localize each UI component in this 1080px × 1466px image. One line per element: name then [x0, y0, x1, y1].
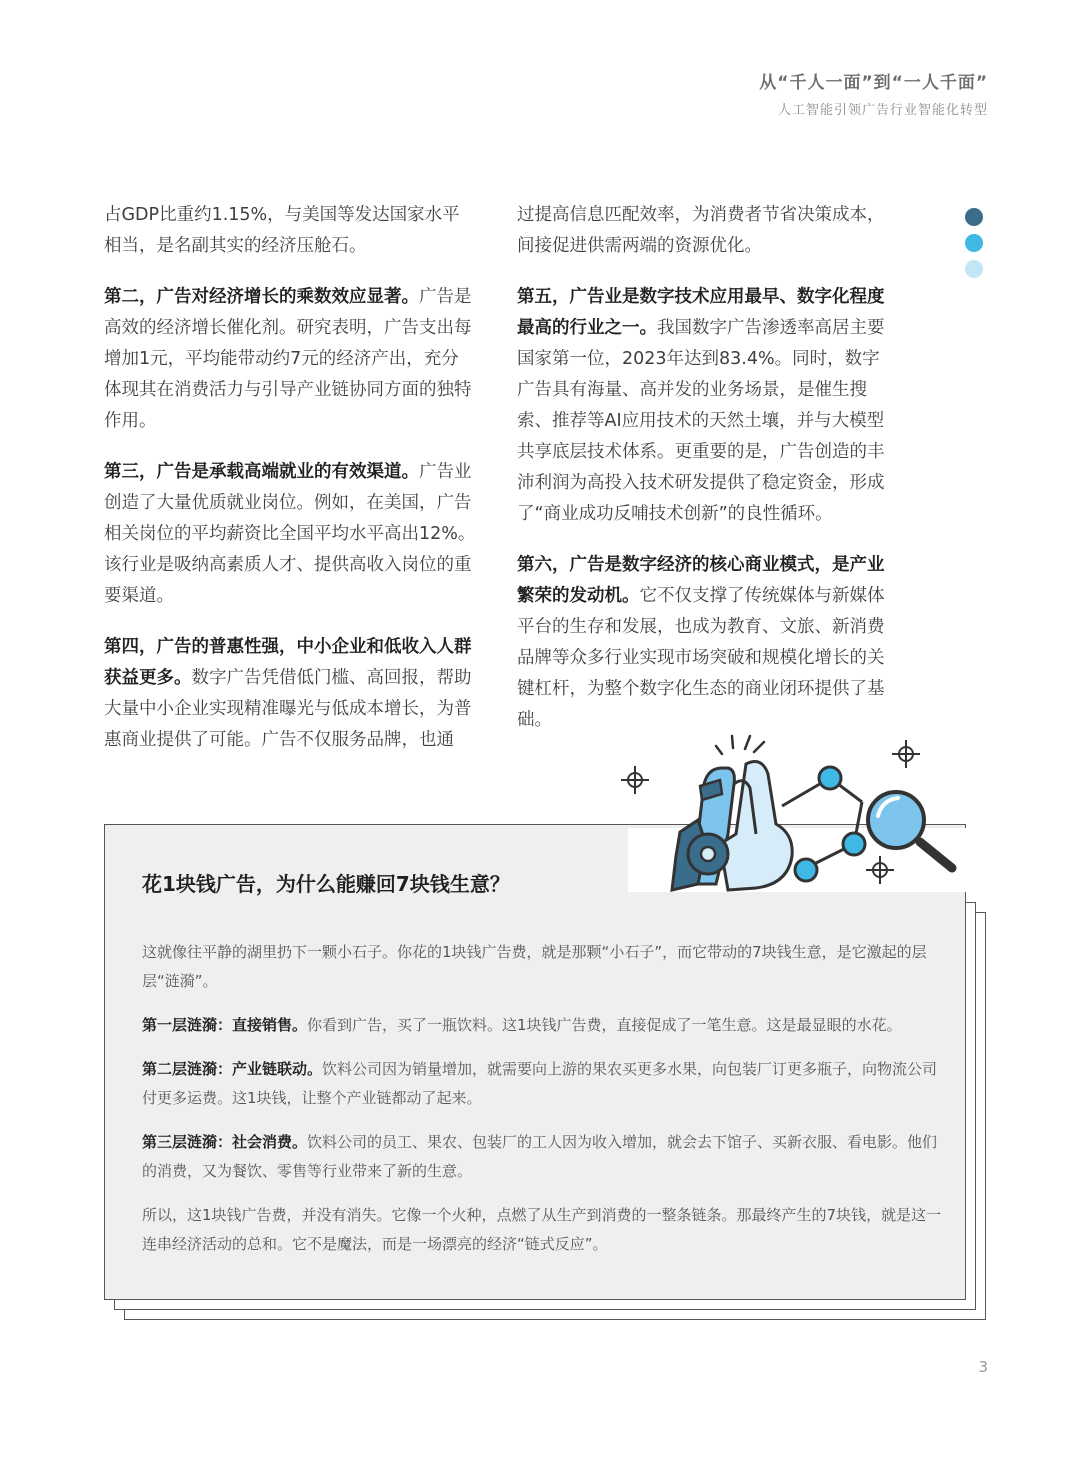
- paragraph-text: 过提高信息匹配效率，为消费者节省决策成本，间接促进供需两端的资源优化。: [517, 205, 885, 256]
- ai-robot-illustration-icon: [616, 724, 976, 894]
- box-paragraph-text: 饮料公司的员工、果农、包装厂的工人因为收入增加，就会去下馆子、买新衣服、看电影。他们的消费，又为餐饮、零售等行业带来了新的生意。: [142, 1133, 938, 1180]
- right-column: [517, 200, 889, 756]
- paragraph: [104, 457, 476, 612]
- box-paragraph-text: 饮料公司因为销量增加，就需要向上游的果农买更多水果，向包装厂订更多瓶子，向物流公司付更多运费。这1块钱，让整个产业链都动了起来。: [142, 1060, 938, 1107]
- box-paragraph: [142, 938, 942, 996]
- left-column: [104, 200, 476, 776]
- paragraph: [104, 200, 476, 262]
- paragraph: [517, 200, 889, 262]
- box-paragraph: [142, 1011, 942, 1040]
- header-title: 从“千人一面”到“一人千面”: [759, 73, 988, 93]
- box-paragraph-text: 你看到广告，买了一瓶饮料。这1块钱广告费，直接促成了一笔生意。这是最显眼的水花。: [307, 1016, 902, 1034]
- box-paragraph-lead: 第二层涟漪：产业链联动。: [142, 1060, 323, 1078]
- running-header: [759, 68, 988, 118]
- paragraph-text: 广告业创造了大量优质就业岗位。例如，在美国，广告相关岗位的平均薪资比全国平均水平高出12%。该行业是吸纳高素质人才、提供高收入岗位的重要渠道。: [104, 462, 476, 606]
- box-paragraph-text: 所以，这1块钱广告费，并没有消失。它像一个火种，点燃了从生产到消费的一整条链条。那最终产生的7块钱，就是这一连串经济活动的总和。它不是魔法，而是一场漂亮的经济“链式反应”。: [142, 1206, 942, 1253]
- box-title: 花1块钱广告，为什么能赚回7块钱生意？: [142, 872, 510, 896]
- paragraph-text: 它不仅支撑了传统媒体与新媒体平台的生存和发展，也成为教育、文旅、新消费品牌等众多行业实现市场突破和规模化增长的关键杠杆，为整个数字化生态的商业闭环提供了基础。: [517, 586, 885, 730]
- paragraph-text: 数字广告凭借低门槛、高回报，帮助大量中小企业实现精准曝光与低成本增长，为普惠商业提供了可能。广告不仅服务品牌，也通: [104, 668, 472, 750]
- paragraph: [517, 550, 889, 736]
- box-paragraph: [142, 1055, 942, 1113]
- box-body: [142, 938, 942, 1274]
- paragraph-text: 我国数字广告渗透率高居主要国家第一位，2023年达到83.4%。同时，数字广告具有海量、高并发的业务场景，是催生搜索、推荐等AI应用技术的天然土壤，并与大模型共享底层技术体系。更重要的是，广告创造的丰沛利润为高投入技术研发提供了稳定资金，形成了“商业成功反哺技术创新”的良性循环。: [517, 318, 885, 524]
- decorative-dots: [965, 208, 983, 286]
- box-paragraph: [142, 1128, 942, 1186]
- paragraph-lead: 第五，广告业是数字技术应用最早、数字化程度最高的行业之一。: [517, 287, 885, 338]
- dot-light-icon: [965, 260, 983, 278]
- paragraph-text: 广告是高效的经济增长催化剂。研究表明，广告支出每增加1元，平均能带动约7元的经济产出，充分体现其在消费活力与引导产业链协同方面的独特作用。: [104, 287, 472, 431]
- box-paragraph: [142, 1201, 942, 1259]
- box-paragraph-lead: 第一层涟漪：直接销售。: [142, 1016, 308, 1034]
- paragraph-lead: 第六，广告是数字经济的核心商业模式，是产业繁荣的发动机。: [517, 555, 885, 606]
- box-paragraph-text: 这就像往平静的湖里扔下一颗小石子。你花的1块钱广告费，就是那颗“小石子”，而它带动的7块钱生意，是它激起的层层“涟漪”。: [142, 943, 927, 990]
- paragraph-lead: 第二，广告对经济增长的乘数效应显著。: [104, 287, 419, 307]
- paragraph: [517, 282, 889, 530]
- box-paragraph-lead: 第三层涟漪：社会消费。: [142, 1133, 308, 1151]
- paragraph-text: 占GDP比重约1.15%，与美国等发达国家水平相当，是名副其实的经济压舱石。: [104, 205, 460, 256]
- dot-dark-icon: [965, 208, 983, 226]
- paragraph-lead: 第四，广告的普惠性强，中小企业和低收入人群获益更多。: [104, 637, 472, 688]
- paragraph-lead: 第三，广告是承载高端就业的有效渠道。: [104, 462, 419, 482]
- dot-medium-icon: [965, 234, 983, 252]
- page-number: 3: [978, 1358, 988, 1376]
- paragraph: [104, 282, 476, 437]
- paragraph: [104, 632, 476, 756]
- header-subtitle: 人工智能引领广告行业智能化转型: [777, 103, 988, 118]
